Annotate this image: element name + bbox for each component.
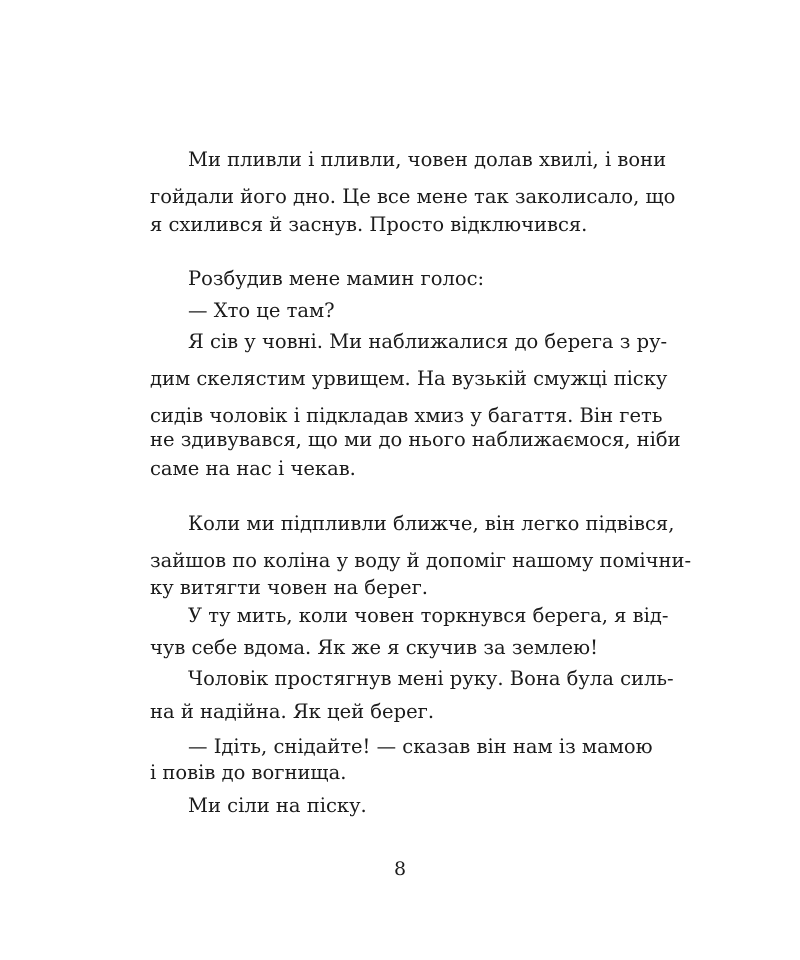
- paragraph-7-line-2: на й надійна. Як цей берег.: [150, 700, 435, 723]
- paragraph-5-line-2: зайшов по коліна у воду й допоміг нашому помічни-: [150, 549, 692, 572]
- paragraph-4-line-5: саме на нас і чекав.: [150, 457, 356, 480]
- paragraph-1-line-1: Ми пливли і пливли, човен долав хвилі, і вони: [188, 148, 667, 171]
- paragraph-4-line-2: дим скелястим урвищем. На вузькій смужці піску: [150, 367, 668, 390]
- paragraph-4-line-3: сидів чоловік і підкладав хмиз у багаття. Він геть: [150, 404, 663, 427]
- paragraph-4-line-1: Я сів у човні. Ми наближалися до берега з ру-: [188, 330, 668, 353]
- paragraph-1-line-3: я схилився й заснув. Просто відключився.: [150, 213, 588, 236]
- paragraph-5-line-1: Коли ми підпливли ближче, він легко підвівся,: [188, 512, 675, 535]
- paragraph-2-line-1: Розбудив мене мамин голос:: [188, 267, 485, 290]
- paragraph-7-line-1: Чоловік простягнув мені руку. Вона була силь-: [188, 667, 674, 690]
- paragraph-6-line-1: У ту мить, коли човен торкнувся берега, я від-: [188, 604, 669, 627]
- dialogue-line-1: — Хто це там?: [188, 299, 335, 322]
- page-number: 8: [393, 858, 407, 880]
- paragraph-6-line-2: чув себе вдома. Як же я скучив за землею!: [150, 636, 598, 659]
- paragraph-5-line-3: ку витягти човен на берег.: [150, 576, 429, 599]
- dialogue-line-2: — Ідіть, снідайте! — сказав він нам із мамою: [188, 735, 653, 758]
- paragraph-4-line-4: не здивувався, що ми до нього наближаємося, ніби: [150, 428, 681, 451]
- paragraph-1-line-2: гойдали його дно. Це все мене так заколисало, що: [150, 185, 676, 208]
- paragraph-9-line-1: Ми сіли на піску.: [188, 794, 367, 817]
- paragraph-8-line-2: і повів до вогнища.: [150, 761, 347, 784]
